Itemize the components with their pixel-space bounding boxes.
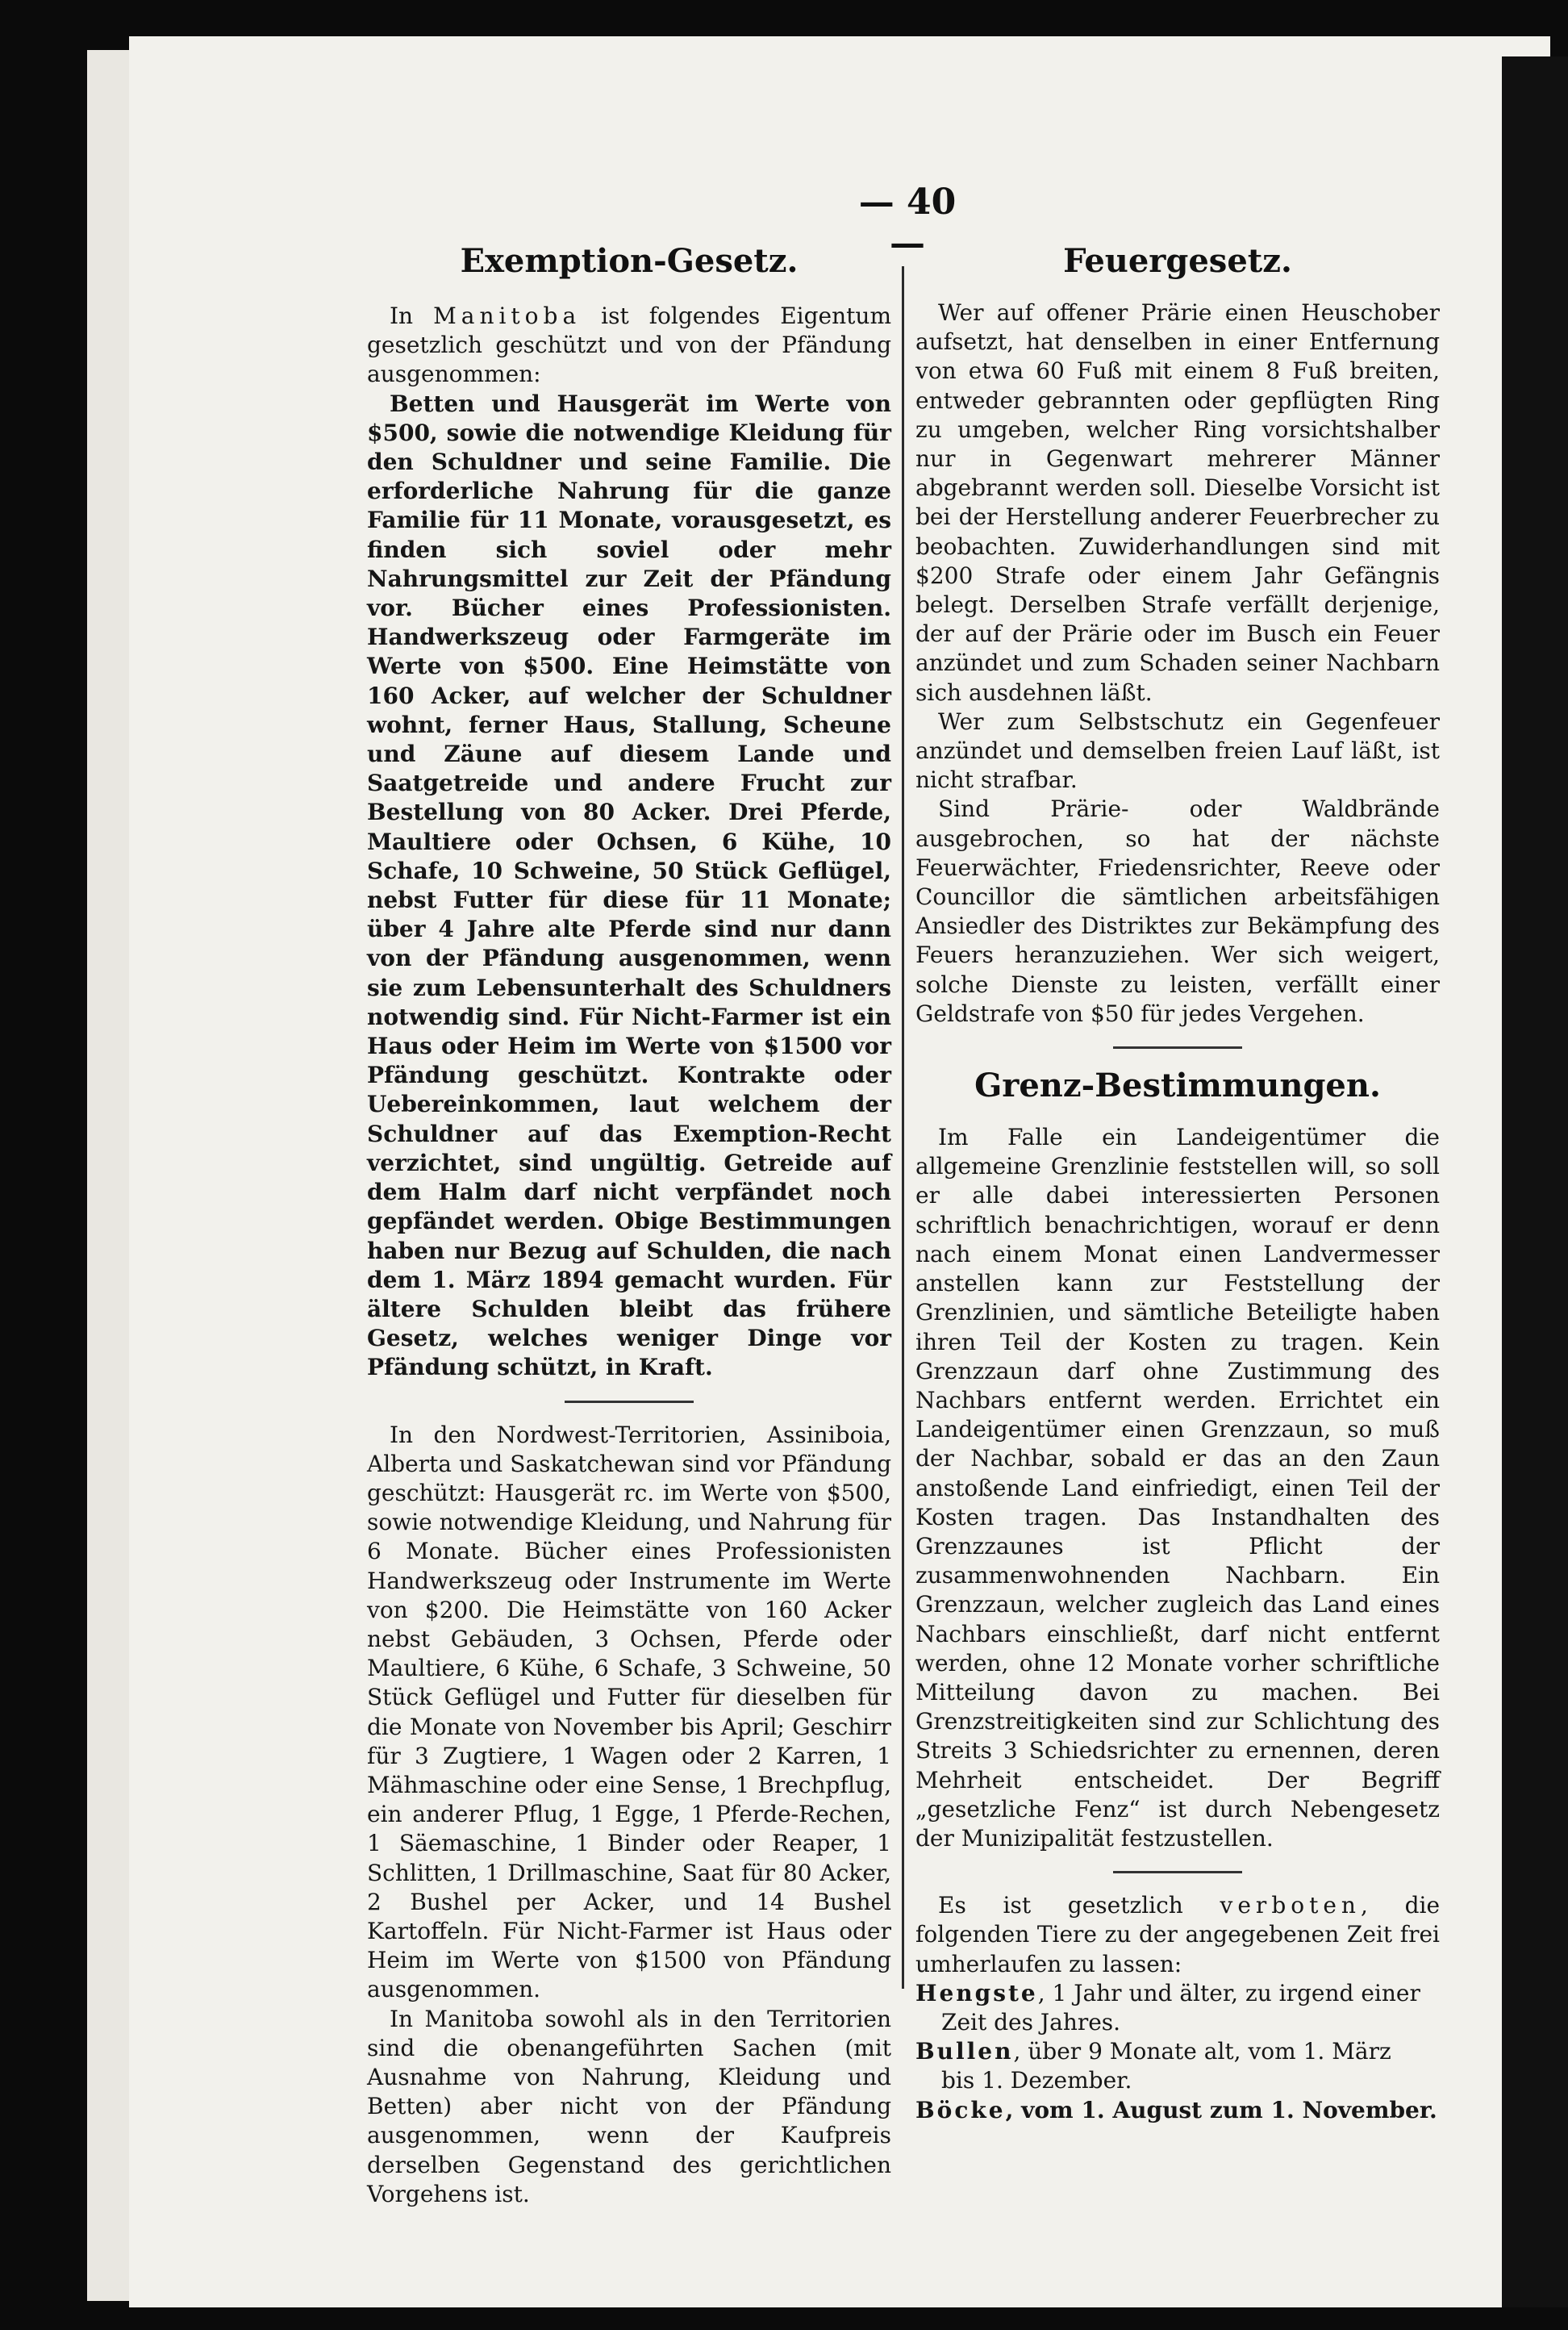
fire-paragraph-1: Wer auf offener Prärie einen Heuschober aufsetzt, hat denselben in einer Entfernung von etwa 60 Fuß mit einem 8 Fuß breiten, entweder gebrannten oder gepflügten Ring zu umgeben, welcher Ring vorsichtshalber nur in Gegenwart mehrerer Männer abgebrannt werden soll. Dieselbe Vorsicht ist bei der Herstellung anderer Feuerbrecher zu beobachten. Zuwiderhandlungen sind mit $200 Strafe oder einem Jahr Gefängnis belegt. Derselben Strafe verfällt derjenige, der auf der Prärie oder im Busch ein Feuer anzündet und zum Schaden seiner Nachbarn sich ausdehnen läßt.	[915, 299, 1440, 706]
right-column	[915, 242, 1440, 2125]
animal-rule-item: Bullen, über 9 Monate alt, vom 1. März bis 1. Dezember.	[915, 2038, 1391, 2094]
animal-rule-item: Böcke, vom 1. August zum 1. November.	[915, 2096, 1437, 2123]
section-separator	[565, 1401, 694, 1403]
animal-rule-item: Hengste, 1 Jahr und älter, zu irgend einer Zeit des Jahres.	[915, 1979, 1420, 2036]
section-separator	[1113, 1046, 1242, 1049]
left-column	[367, 242, 891, 2209]
fire-paragraph-3: Sind Prärie- oder Waldbrände ausgebrochen, so hat der nächste Feuerwächter, Friedensrichter, Reeve oder Councillor die sämtlichen arbeitsfähigen Ansiedler des Distriktes zur Bekämpfung des Feuers heranzuziehen. Wer sich weigert, solche Dienste zu leisten, verfällt einer Geldstrafe von $50 für jedes Vergehen.	[915, 795, 1440, 1027]
animals-intro: Es ist gesetzlich verboten, die folgenden Tiere zu der angegebenen Zeit frei umherlaufen zu lassen:	[915, 1892, 1441, 1977]
scan-border	[1502, 56, 1568, 2307]
section-heading-exemption: Exemption-Gesetz.	[460, 242, 799, 280]
territories-paragraph-2: In Manitoba sowohl als in den Territorien sind die obenangeführten Sachen (mit Ausnahme von Nahrung, Kleidung und Betten) aber nicht von der Pfändung ausgenommen, wenn der Kaufpreis derselben Gegenstand des gerichtlichen Vorgehens ist.	[367, 2005, 891, 2207]
exemption-intro: In Manitoba ist folgendes Eigentum gesetzlich geschützt und von der Pfändung ausgenommen:	[367, 303, 891, 388]
section-separator	[1113, 1871, 1242, 1873]
fire-paragraph-2: Wer zum Selbstschutz ein Gegenfeuer anzündet und demselben freien Lauf läßt, ist nicht strafbar.	[915, 708, 1440, 794]
exemption-body: Betten und Hausgerät im Werte von $500, sowie die notwendige Kleidung für den Schuldner und seine Familie. Die erforderliche Nahrung für die ganze Familie für 11 Monate, vorausgesetzt, es finden sich soviel oder mehr Nahrungsmittel zur Zeit der Pfändung vor. Bücher eines Professionisten. Handwerkszeug oder Farmgeräte im Werte von $500. Eine Heimstätte von 160 Acker, auf welcher der Schuldner wohnt, ferner Haus, Stallung, Scheune und Zäune auf diesem Lande und Saatgetreide und andere Frucht zur Bestellung von 80 Acker. Drei Pferde, Maultiere oder Ochsen, 6 Kühe, 10 Schafe, 10 Schweine, 50 Stück Geflügel, nebst Futter für diese für 11 Monate; über 4 Jahre alte Pferde sind nur dann von der Pfändung ausgenommen, wenn sie zum Lebensunterhalt des Schuldners notwendig sind. Für Nicht-Farmer ist ein Haus oder Heim im Werte von $1500 vor Pfändung geschützt. Kontrakte oder Uebereinkommen, laut welchem der Schuldner auf das Exemption-Recht verzichtet, sind ungültig. Getreide auf dem Halm darf nicht verpfändet noch gepfändet werden. Obige Bestimmungen haben nur Bezug auf Schulden, die nach dem 1. März 1894 gemacht wurden. Für ältere Schulden bleibt das frühere Gesetz, welches weniger Dinge vor Pfändung schützt, in Kraft.	[367, 390, 891, 1381]
territories-paragraph: In den Nordwest-Territorien, Assiniboia, Alberta und Saskatchewan sind vor Pfändung geschützt: Hausgerät rc. im Werte von $500, sowie notwendige Kleidung, und Nahrung für 6 Monate. Bücher eines Professionisten Handwerkszeug oder Instrumente im Werte von $200. Die Heimstätte von 160 Acker nebst Gebäuden, 3 Ochsen, Pferde oder Maultiere, 6 Kühe, 6 Schafe, 3 Schweine, 50 Stück Geflügel und Futter für dieselben für die Monate von November bis April; Geschirr für 3 Zugtiere, 1 Wagen oder 2 Karren, 1 Mähmaschine oder eine Sense, 1 Brechpflug, ein anderer Pflug, 1 Egge, 1 Pferde-Rechen, 1 Säemaschine, 1 Binder oder Reaper, 1 Schlitten, 1 Drillmaschine, Saat für 80 Acker, 2 Bushel per Acker, und 14 Bushel Kartoffeln. Für Nicht-Farmer ist Haus oder Heim im Werte von $1500 von Pfändung ausgenommen.	[367, 1421, 891, 2003]
section-heading-fire: Feuergesetz.	[1063, 242, 1292, 280]
page-number: — 40 —	[858, 182, 957, 264]
section-heading-boundary: Grenz-Bestimmungen.	[974, 1067, 1381, 1105]
column-divider	[902, 266, 904, 1989]
boundary-paragraph: Im Falle ein Landeigentümer die allgemeine Grenzlinie feststellen will, so soll er alle dabei interessierten Personen schriftlich benachrichtigen, worauf er denn nach einem Monat einen Landvermesser anstellen kann zur Feststellung der Grenzlinien, und sämtliche Beteiligte haben ihren Teil der Kosten zu tragen. Kein Grenzzaun darf ohne Zustimmung des Nachbars entfernt werden. Errichtet ein Landeigentümer einen Grenzzaun, so muß der Nachbar, sobald er das an den Zaun anstoßende Land einfriedigt, einen Teil der Kosten tragen. Das Instandhalten des Grenzzaunes ist Pflicht der zusammenwohnenden Nachbarn. Ein Grenzzaun, welcher zugleich das Land eines Nachbars einschließt, darf nicht entfernt werden, ohne 12 Monate vorher schriftliche Mitteilung davon zu machen. Bei Grenzstreitigkeiten sind zur Schlichtung des Streits 3 Schiedsrichter zu ernennen, deren Mehrheit entscheidet. Der Begriff „gesetzliche Fenz“ ist durch Nebengesetz der Munizipalität festzustellen.	[915, 1124, 1440, 1852]
place-name: Manitoba	[433, 303, 582, 329]
